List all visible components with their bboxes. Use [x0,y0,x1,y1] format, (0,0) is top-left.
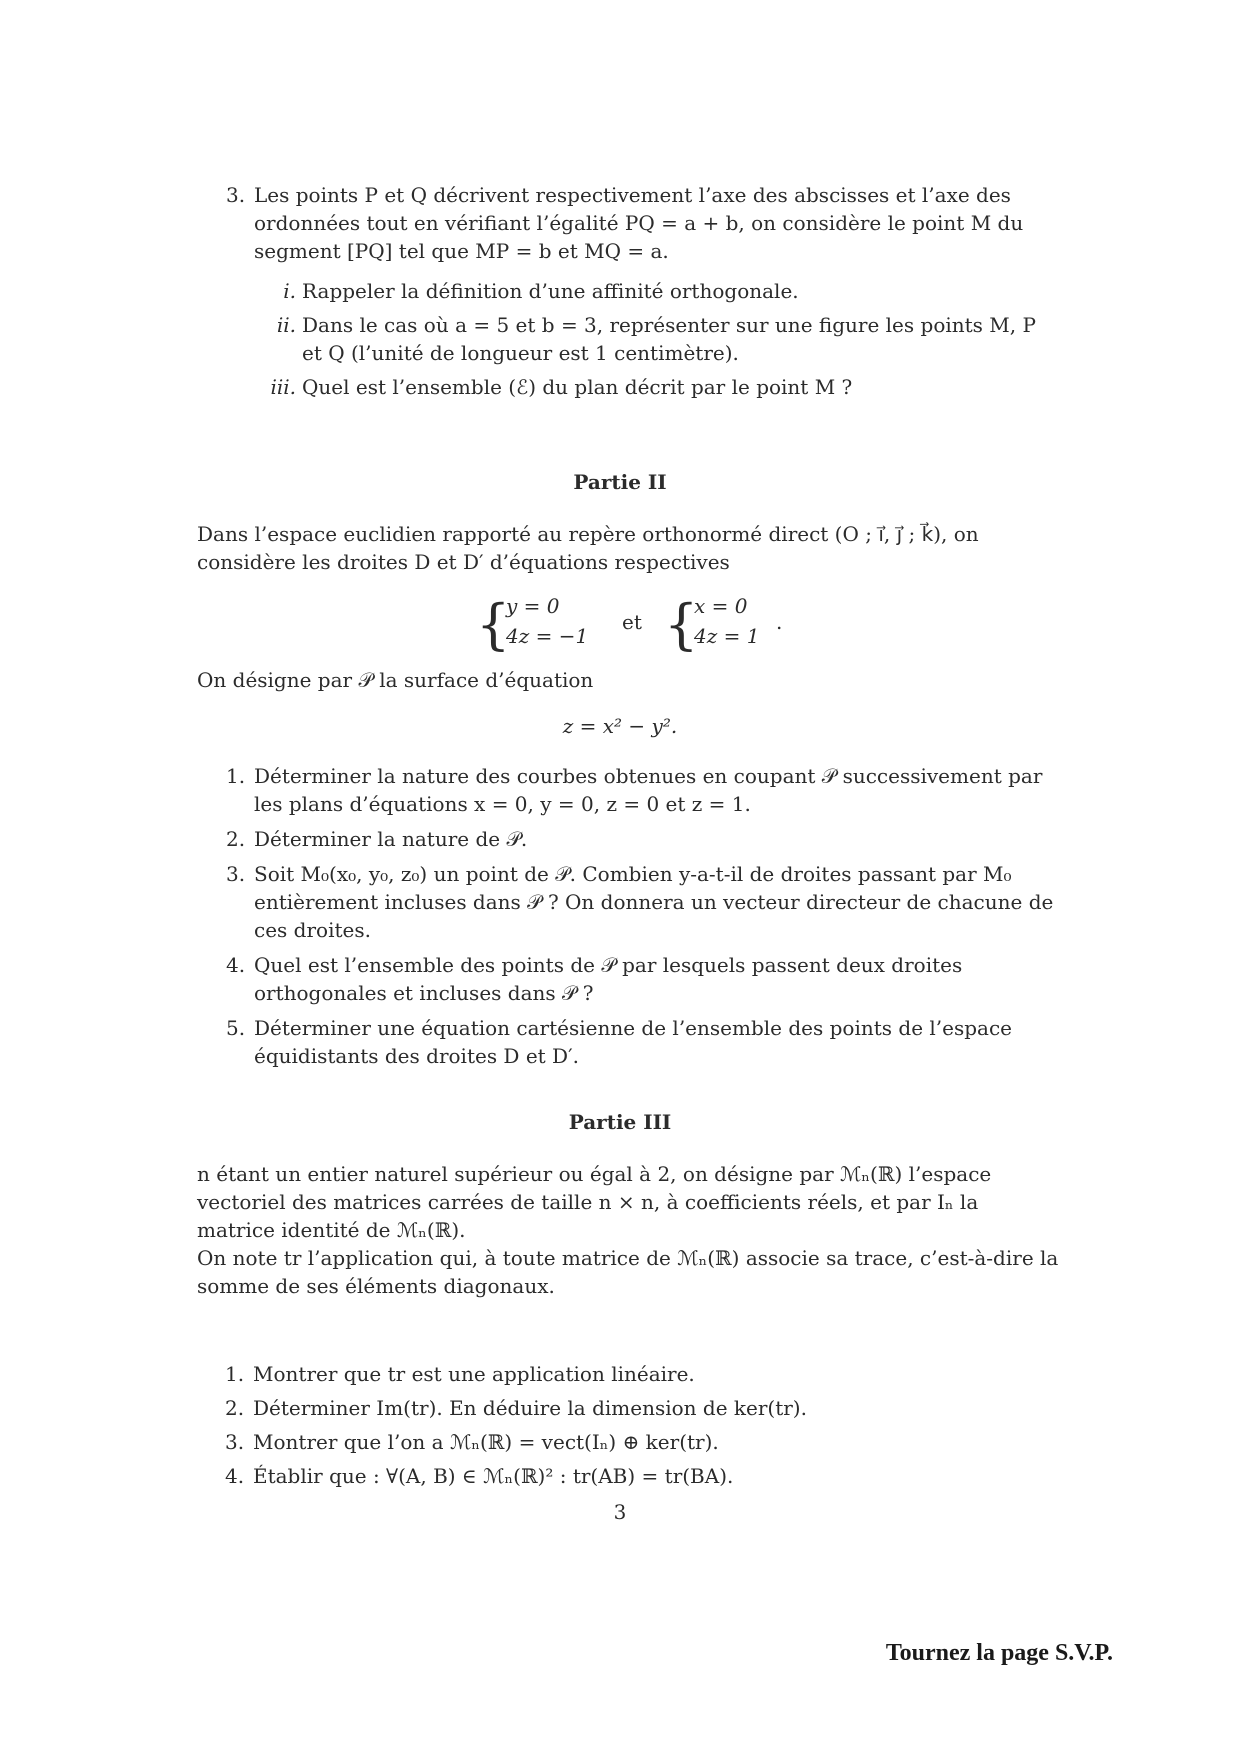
question-number: 4. [226,953,246,977]
part2-question-4 [226,951,1056,1007]
subquestion-text: Quel est l’ensemble (ℰ) du plan décrit par le point M ? [302,375,853,399]
part2-question-3 [226,860,1056,944]
question-number: 2. [226,827,246,851]
system1-line2: 4z = −1 [506,624,589,648]
system2-line1: x = 0 [694,594,748,618]
part3-title: Partie III [568,1110,672,1134]
question-text: Déterminer la nature des courbes obtenues en coupant 𝒫 successivement par les plans d’équations x = 0, y = 0, z = 0 et z = 1. [254,764,1043,816]
question-number: 1. [226,764,246,788]
part1-subquestion-list [270,277,1056,401]
part3-question-list [225,1360,1056,1490]
part3-question-4 [225,1462,1056,1490]
question-text: Soit M₀(x₀, y₀, z₀) un point de 𝒫. Combien y-a-t-il de droites passant par M₀ entièrement incluses dans 𝒫 ? On donnera un vecteur directeur de chacune de ces droites. [254,862,1054,942]
question-number: 3. [225,1430,245,1454]
subquestion-number: i. [283,279,296,303]
subquestion-number: iii. [270,375,296,399]
question-number: 3. [226,862,246,886]
part2-title: Partie II [573,470,667,494]
surface-equation: z = x² − y². [562,714,678,738]
question-number: 2. [225,1396,245,1420]
system1-line1: y = 0 [506,594,560,618]
part2-question-2 [226,825,1056,853]
part2-intro: Dans l’espace euclidien rapporté au repère orthonormé direct (O ; i⃗, j⃗ ; k⃗), on considère les droites D et D′ d’équations respectives [197,522,979,574]
question-text: Quel est l’ensemble des points de 𝒫 par lesquels passent deux droites orthogonales et incluses dans 𝒫 ? [254,953,963,1005]
part3-question-2 [225,1394,1056,1422]
part1-question-list [226,181,1056,265]
part1-question-3 [226,181,1056,265]
question-number: 1. [225,1362,245,1386]
subquestion-iii [270,373,1056,401]
surface-text: On désigne par 𝒫 la surface d’équation [197,668,594,692]
part2-question-1 [226,762,1056,818]
part3-question-3 [225,1428,1056,1456]
system-end: . [776,610,783,634]
question-number: 3. [226,183,246,207]
part2-question-list [226,762,1056,1070]
system-separator: et [622,610,642,634]
question-text: Les points P et Q décrivent respectivement l’axe des abscisses et l’axe des ordonnées tout en vérifiant l’égalité PQ = a + b, on considère le point M du segment [PQ] tel que MP = b et MQ = a. [254,183,1024,263]
question-number: 4. [225,1464,245,1488]
question-text: Déterminer une équation cartésienne de l’ensemble des points de l’espace équidistants des droites D et D′. [254,1016,1012,1068]
subquestion-i [283,277,1056,305]
subquestion-number: ii. [276,313,296,337]
part2-question-5 [226,1014,1056,1070]
subquestion-text: Dans le cas où a = 5 et b = 3, représenter sur une figure les points M, P et Q (l’unité de longueur est 1 centimètre). [302,313,1036,365]
subquestion-text: Rappeler la définition d’une affinité orthogonale. [302,279,799,303]
part3-question-1 [225,1360,1056,1388]
question-text: Montrer que tr est une application linéaire. [253,1362,695,1386]
question-number: 5. [226,1016,246,1040]
question-text: Montrer que l’on a ℳₙ(ℝ) = vect(Iₙ) ⊕ ker(tr). [253,1430,719,1454]
question-text: Établir que : ∀(A, B) ∈ ℳₙ(ℝ)² : tr(AB) = tr(BA). [253,1464,734,1488]
question-text: Déterminer Im(tr). En déduire la dimension de ker(tr). [253,1396,807,1420]
question-text: Déterminer la nature de 𝒫. [254,827,528,851]
part3-intro-2: On note tr l’application qui, à toute matrice de ℳₙ(ℝ) associe sa trace, c’est-à-dire la somme de ses éléments diagonaux. [197,1246,1059,1298]
system2-line2: 4z = 1 [694,624,760,648]
line-systems [0,592,1240,664]
part3-intro-1: n étant un entier naturel supérieur ou égal à 2, on désigne par ℳₙ(ℝ) l’espace vectoriel des matrices carrées de taille n × n, à coefficients réels, et par Iₙ la matrice identité de ℳₙ(ℝ). [197,1162,992,1242]
system2-brace: { [664,593,699,656]
page-number: 3 [613,1500,627,1524]
system1-brace: { [476,593,511,656]
turn-page-notice: Tournez la page S.V.P. [885,1640,1113,1666]
subquestion-ii [276,311,1056,367]
